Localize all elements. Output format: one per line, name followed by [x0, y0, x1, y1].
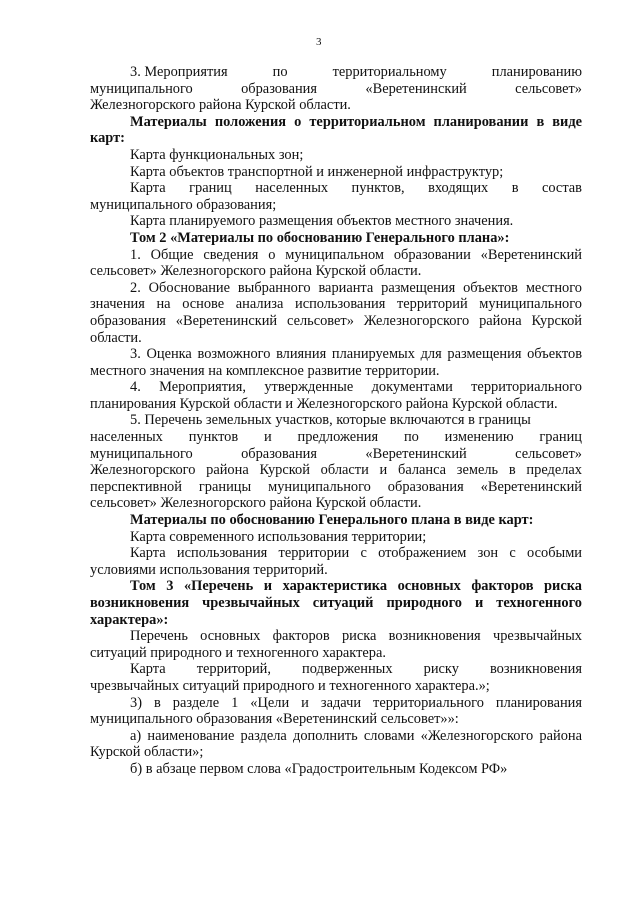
word: муниципального — [90, 80, 193, 97]
list-item: Перечень основных факторов риска возникновения чрезвычайных ситуаций природного и техногенного характера. — [90, 628, 582, 661]
word: 3. Мероприятия — [130, 64, 228, 80]
list-item — [90, 180, 582, 197]
list-item: 4. Мероприятия, утвержденные документами территориального планирования Курской области и Железногорского района Курской области. — [90, 379, 582, 412]
list-item: Карта функциональных зон; — [130, 146, 304, 163]
paragraph: Железногорского района Курской области и баланса земель в пределах перспективной границы муниципального образования «Веретенинский сельсовет» Железногорского района Курской области. — [90, 462, 582, 512]
word: территорий, — [196, 661, 271, 678]
line-item-3-cont — [90, 81, 582, 98]
word: пунктов, — [351, 180, 405, 197]
paragraph: чрезвычайных ситуаций природного и техногенного характера.»; — [90, 677, 490, 694]
word: и — [264, 429, 272, 446]
list-item: Карта современного использования территории; — [130, 528, 427, 545]
word: населенных — [255, 180, 329, 197]
word: пунктов — [188, 429, 239, 446]
word: территориальному — [332, 64, 447, 80]
amendment-item: б) в абзаце первом слова «Градостроительным Кодексом РФ» — [130, 760, 508, 777]
document-body — [90, 64, 582, 778]
paragraph: Железногорского района Курской области. — [90, 97, 351, 114]
word: сельсовет» — [515, 445, 582, 462]
amendment-item: а) наименование раздела дополнить словами «Железногорского района Курской области»; — [90, 727, 582, 761]
word: возникновения — [489, 661, 582, 678]
list-item-cont — [90, 429, 582, 446]
word: Карта — [130, 180, 166, 197]
section-heading: Материалы положения о территориальном планировании в виде карт: — [90, 113, 582, 147]
list-item: Карта использования территории с отображением зон с особыми условиями использования территорий. — [90, 545, 582, 578]
word: изменению — [444, 429, 514, 446]
list-item — [90, 661, 582, 678]
page-number: 3 — [316, 36, 322, 48]
word: по — [272, 64, 288, 80]
amendment-item: 3) в разделе 1 «Цели и задачи территориального планирования муниципального образования «Веретенинский сельсовет»»: — [90, 694, 582, 728]
word: населенных — [90, 429, 163, 446]
list-item: 1. Общие сведения о муниципальном образовании «Веретенинский сельсовет» Железногорского района Курской области. — [90, 246, 582, 280]
word: муниципального — [90, 445, 193, 462]
section-heading: Том 3 «Перечень и характеристика основных факторов риска возникновения чрезвычайных ситуаций природного и техногенного характера»: — [90, 578, 582, 628]
word: в — [511, 180, 519, 197]
word: Карта — [130, 661, 166, 678]
word: риску — [423, 661, 459, 678]
list-item: Карта планируемого размещения объектов местного значения. — [130, 213, 514, 230]
word: входящих — [428, 180, 489, 197]
word: по — [403, 429, 419, 446]
list-item: 2. Обоснование выбранного варианта размещения объектов местного значения на основе анализа использования территорий муниципального образования «Веретенинский сельсовет» Железногорского района Курской области. — [90, 279, 582, 346]
word: границ — [189, 180, 232, 197]
section-heading: Том 2 «Материалы по обоснованию Генерального плана»: — [130, 229, 510, 246]
word: образования — [241, 80, 318, 97]
word: планированию — [491, 64, 582, 80]
list-item: 3. Оценка возможного влияния планируемых для размещения объектов местного значения на комплексное развитие территории. — [90, 346, 582, 379]
word: подверженных — [302, 661, 393, 678]
paragraph: муниципального образования; — [90, 196, 277, 213]
list-item-cont — [90, 446, 582, 463]
word: «Веретенинский — [365, 80, 467, 97]
section-heading: Материалы по обоснованию Генерального плана в виде карт: — [130, 512, 534, 529]
word: образования — [241, 445, 318, 462]
word: состав — [541, 180, 582, 197]
list-item: 5. Перечень земельных участков, которые включаются в границы — [130, 412, 531, 429]
word: предложения — [297, 429, 379, 446]
word: границ — [539, 429, 582, 446]
line-item-3 — [90, 64, 582, 81]
word: «Веретенинский — [365, 445, 467, 462]
list-item: Карта объектов транспортной и инженерной инфраструктур; — [130, 163, 504, 180]
word: сельсовет» — [515, 80, 582, 97]
